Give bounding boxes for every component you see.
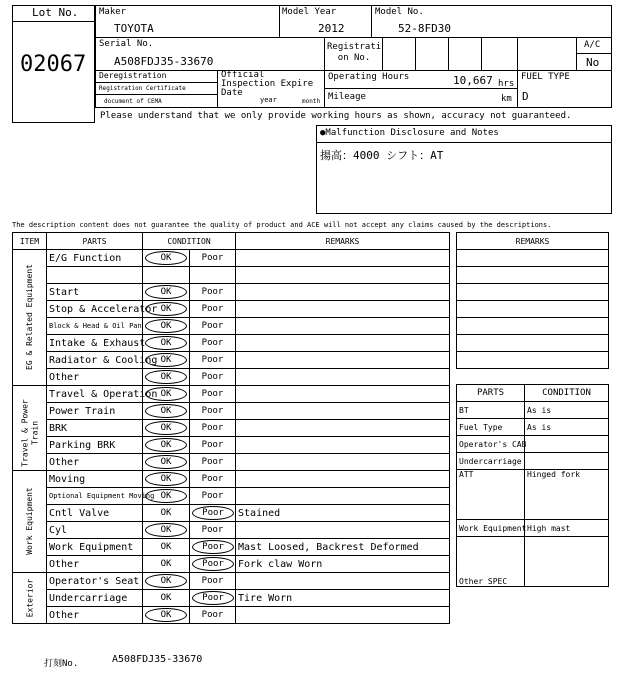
remark-cell: Tire Worn (236, 590, 450, 607)
condition-ok-cell (143, 505, 190, 522)
group-label-cell (13, 471, 47, 573)
table-row (13, 539, 450, 556)
side-condition: High mast (525, 520, 609, 537)
table-row (13, 335, 450, 352)
model-no-label: Model No. (375, 7, 424, 17)
side-part: Other SPEC (457, 537, 525, 587)
part-name: Other (47, 556, 143, 573)
part-name: Other (47, 454, 143, 471)
condition-poor-cell (190, 556, 236, 573)
table-row (13, 556, 450, 573)
condition-poor-cell (190, 250, 236, 267)
ok-mark: OK (145, 336, 187, 350)
condition-ok-cell (143, 573, 190, 590)
part-name: Stop & Accelerator (47, 301, 143, 318)
ok-mark: OK (145, 319, 187, 333)
reg-cert-label: Registration Certificate (99, 85, 186, 92)
side-part: Operator's CAB (457, 436, 525, 453)
side-parts-table (456, 384, 609, 587)
remark-cell (236, 573, 450, 590)
condition-poor-cell (190, 318, 236, 335)
table-row (13, 522, 450, 539)
condition-table (12, 232, 450, 624)
condition-ok-cell (143, 488, 190, 505)
condition-poor-cell (190, 505, 236, 522)
side-remarks-row (457, 250, 609, 267)
side-header-parts: PARTS (457, 385, 525, 402)
malfunction-title: ●Malfunction Disclosure and Notes (320, 128, 499, 138)
side-row (457, 453, 609, 470)
remark-cell (236, 386, 450, 403)
side-row (457, 402, 609, 419)
remark-cell (236, 352, 450, 369)
table-row (13, 403, 450, 420)
ac-value: No (586, 56, 600, 69)
condition-poor-cell (190, 437, 236, 454)
serial-value: A508FDJ35-33670 (114, 55, 214, 68)
side-row (457, 436, 609, 453)
remark-cell (236, 301, 450, 318)
side-condition (525, 436, 609, 453)
km-unit: km (501, 94, 512, 104)
part-name: Cntl Valve (47, 505, 143, 522)
condition-poor-cell (190, 454, 236, 471)
mileage-label: Mileage (328, 92, 366, 102)
part-name: BRK (47, 420, 143, 437)
fuel-type-value: D (522, 90, 529, 103)
notice-text: Please understand that we only provide working hours as shown, accuracy not guaranteed. (100, 111, 572, 121)
remark-cell (236, 607, 450, 624)
remark-cell (236, 284, 450, 301)
part-name: Intake & Exhaust (47, 335, 143, 352)
table-row (13, 505, 450, 522)
table-row (13, 250, 450, 267)
remark-cell (236, 437, 450, 454)
malfunction-text: 揚高：4000 シフト：AT (320, 149, 444, 162)
model-year-value: 2012 (318, 22, 345, 35)
condition-ok-cell (143, 335, 190, 352)
condition-poor-cell (190, 352, 236, 369)
ok-mark: OK (145, 251, 187, 265)
remark-cell (236, 318, 450, 335)
remark-cell (236, 403, 450, 420)
condition-poor-cell (190, 335, 236, 352)
poor-mark: Poor (201, 355, 224, 365)
ok-mark: OK (145, 455, 187, 469)
poor-mark: Poor (201, 253, 224, 263)
lot-value: 02067 (20, 52, 87, 77)
remark-cell: Fork claw Worn (236, 556, 450, 573)
condition-ok-cell (143, 301, 190, 318)
part-name: Travel & Operation (47, 386, 143, 403)
header-parts: PARTS (47, 233, 143, 250)
ok-mark: OK (145, 421, 187, 435)
malfunction-box (316, 125, 612, 214)
condition-poor-cell (190, 284, 236, 301)
condition-ok-cell (143, 420, 190, 437)
condition-ok-cell (143, 369, 190, 386)
condition-poor-cell (190, 369, 236, 386)
remark-cell (236, 454, 450, 471)
ok-mark: OK (145, 523, 187, 537)
part-name: Radiator & Cooling (47, 352, 143, 369)
footer-label: 打刻No. (44, 659, 79, 669)
poor-mark: Poor (201, 389, 224, 399)
poor-mark: Poor (201, 576, 224, 586)
condition-ok-cell (143, 284, 190, 301)
ok-mark: OK (145, 574, 187, 588)
side-header-condition: CONDITION (525, 385, 609, 402)
side-row (457, 520, 609, 537)
header-remarks: REMARKS (236, 233, 450, 250)
table-row (13, 420, 450, 437)
table-row (13, 386, 450, 403)
side-condition (525, 453, 609, 470)
side-remarks-header: REMARKS (457, 233, 609, 250)
group-label-cell (13, 250, 47, 386)
poor-mark: Poor (192, 506, 234, 520)
remark-cell (236, 488, 450, 505)
model-no-value: 52-8FD30 (398, 22, 451, 35)
model-year-label: Model Year (282, 7, 337, 17)
side-part: BT (457, 402, 525, 419)
side-condition: As is (525, 402, 609, 419)
remark-cell: Mast Loosed, Backrest Deformed (236, 539, 450, 556)
remark-cell (236, 335, 450, 352)
poor-mark: Poor (192, 591, 234, 605)
condition-poor-cell (190, 386, 236, 403)
op-hours-label: Operating Hours (328, 72, 410, 82)
remark-cell (236, 250, 450, 267)
condition-ok-cell (143, 318, 190, 335)
part-name: Start (47, 284, 143, 301)
side-remarks-row (457, 352, 609, 369)
condition-poor-cell (190, 420, 236, 437)
part-name: Undercarriage (47, 590, 143, 607)
side-row (457, 537, 609, 587)
poor-mark: Poor (201, 287, 224, 297)
condition-ok-cell (143, 539, 190, 556)
group-label-cell (13, 386, 47, 471)
poor-mark: Poor (201, 321, 224, 331)
group-label: Travel & Power Train (20, 398, 39, 467)
condition-ok-cell (143, 454, 190, 471)
remark-cell (236, 420, 450, 437)
part-name: Cyl (47, 522, 143, 539)
header-condition: CONDITION (143, 233, 236, 250)
group-label: Work Equipment (25, 487, 34, 555)
condition-poor-cell (190, 573, 236, 590)
condition-ok-cell (143, 471, 190, 488)
condition-ok-cell (143, 250, 190, 267)
year-label: year (260, 96, 277, 104)
side-condition: Hinged fork (525, 470, 609, 520)
remark-cell (236, 369, 450, 386)
side-remarks-row (457, 301, 609, 318)
poor-mark: Poor (201, 440, 224, 450)
ac-label: A/C (584, 40, 601, 50)
condition-ok-cell (143, 267, 190, 284)
ok-mark: OK (145, 404, 187, 418)
condition-ok-cell (143, 352, 190, 369)
side-remarks-table (456, 232, 609, 369)
op-hours-value: 10,667 (453, 74, 493, 87)
poor-mark: Poor (201, 372, 224, 382)
table-row (13, 488, 450, 505)
table-row (13, 369, 450, 386)
side-part: Undercarriage (457, 453, 525, 470)
condition-poor-cell (190, 590, 236, 607)
part-name: Block & Head & Oil Pan (47, 318, 143, 335)
maker-value: TOYOTA (114, 22, 154, 35)
ok-mark: OK (160, 593, 172, 603)
table-row (13, 318, 450, 335)
condition-poor-cell (190, 539, 236, 556)
condition-poor-cell (190, 607, 236, 624)
ok-mark: OK (145, 608, 187, 622)
ok-mark: OK (145, 472, 187, 486)
table-row (13, 301, 450, 318)
ok-mark: OK (145, 285, 187, 299)
part-name: Work Equipment (47, 539, 143, 556)
table-row (13, 284, 450, 301)
side-row (457, 419, 609, 436)
ok-mark: OK (145, 353, 187, 367)
poor-mark: Poor (201, 423, 224, 433)
condition-poor-cell (190, 488, 236, 505)
month-label: month (302, 98, 321, 105)
poor-mark: Poor (201, 406, 224, 416)
side-remarks-row (457, 267, 609, 284)
condition-poor-cell (190, 471, 236, 488)
part-name: Operator's Seat (47, 573, 143, 590)
table-row (13, 454, 450, 471)
side-condition (525, 537, 609, 587)
side-remarks-row (457, 284, 609, 301)
group-label-cell (13, 573, 47, 624)
remark-cell (236, 267, 450, 284)
part-name (47, 267, 143, 284)
condition-ok-cell (143, 437, 190, 454)
hrs-unit: hrs (498, 79, 515, 89)
table-row (13, 437, 450, 454)
part-name: Other (47, 607, 143, 624)
poor-mark: Poor (192, 540, 234, 554)
side-row (457, 470, 609, 520)
condition-poor-cell (190, 403, 236, 420)
part-name: Moving (47, 471, 143, 488)
side-part: ATT (457, 470, 525, 520)
remark-cell (236, 522, 450, 539)
group-label: EG & Related Equipment (25, 264, 34, 370)
ok-mark: OK (160, 508, 172, 518)
ok-mark: OK (145, 489, 187, 503)
condition-ok-cell (143, 403, 190, 420)
maker-label: Maker (99, 7, 127, 17)
ok-mark: OK (145, 370, 187, 384)
table-row (13, 607, 450, 624)
ok-mark: OK (160, 559, 172, 569)
fuel-type-label: FUEL TYPE (521, 72, 570, 82)
part-name: Optional Equipment Moving (47, 488, 143, 505)
poor-mark: Poor (201, 610, 224, 620)
poor-mark: Poor (192, 557, 234, 571)
side-part: Fuel Type (457, 419, 525, 436)
poor-mark: Poor (201, 338, 224, 348)
poor-mark: Poor (201, 474, 224, 484)
remark-cell (236, 471, 450, 488)
inspection-label: Official Inspection Expire Date (221, 70, 314, 98)
ok-mark: OK (145, 387, 187, 401)
condition-poor-cell (190, 522, 236, 539)
condition-ok-cell (143, 590, 190, 607)
side-remarks-row (457, 335, 609, 352)
header-item: ITEM (13, 233, 47, 250)
poor-mark: Poor (201, 304, 224, 314)
lot-label: Lot No. (32, 6, 79, 19)
condition-poor-cell (190, 301, 236, 318)
cema-label: document of CEMA (104, 98, 162, 105)
registration-no-label: Registrati on No. (327, 42, 382, 63)
part-name: Power Train (47, 403, 143, 420)
condition-poor-cell (190, 267, 236, 284)
side-condition: As is (525, 419, 609, 436)
dereg-label: Deregistration (99, 71, 167, 80)
ok-mark: OK (145, 438, 187, 452)
serial-label: Serial No. (99, 39, 154, 49)
group-label: Exterior (25, 578, 34, 617)
table-row (13, 590, 450, 607)
part-name: E/G Function (47, 250, 143, 267)
poor-mark: Poor (201, 491, 224, 501)
side-part: Work Equipment (457, 520, 525, 537)
side-remarks-row (457, 318, 609, 335)
condition-ok-cell (143, 522, 190, 539)
condition-ok-cell (143, 386, 190, 403)
table-row (13, 352, 450, 369)
disclaimer-text: The description content does not guarantee the quality of product and ACE will not accept any claims caused by the descriptions. (12, 221, 552, 229)
remark-cell: Stained (236, 505, 450, 522)
table-row (13, 471, 450, 488)
poor-mark: Poor (201, 457, 224, 467)
condition-ok-cell (143, 607, 190, 624)
condition-ok-cell (143, 556, 190, 573)
poor-mark: Poor (201, 525, 224, 535)
table-row (13, 267, 450, 284)
part-name: Parking BRK (47, 437, 143, 454)
ok-mark: OK (160, 542, 172, 552)
ok-mark: OK (145, 302, 187, 316)
part-name: Other (47, 369, 143, 386)
table-row (13, 573, 450, 590)
footer-value: A508FDJ35-33670 (112, 654, 203, 665)
